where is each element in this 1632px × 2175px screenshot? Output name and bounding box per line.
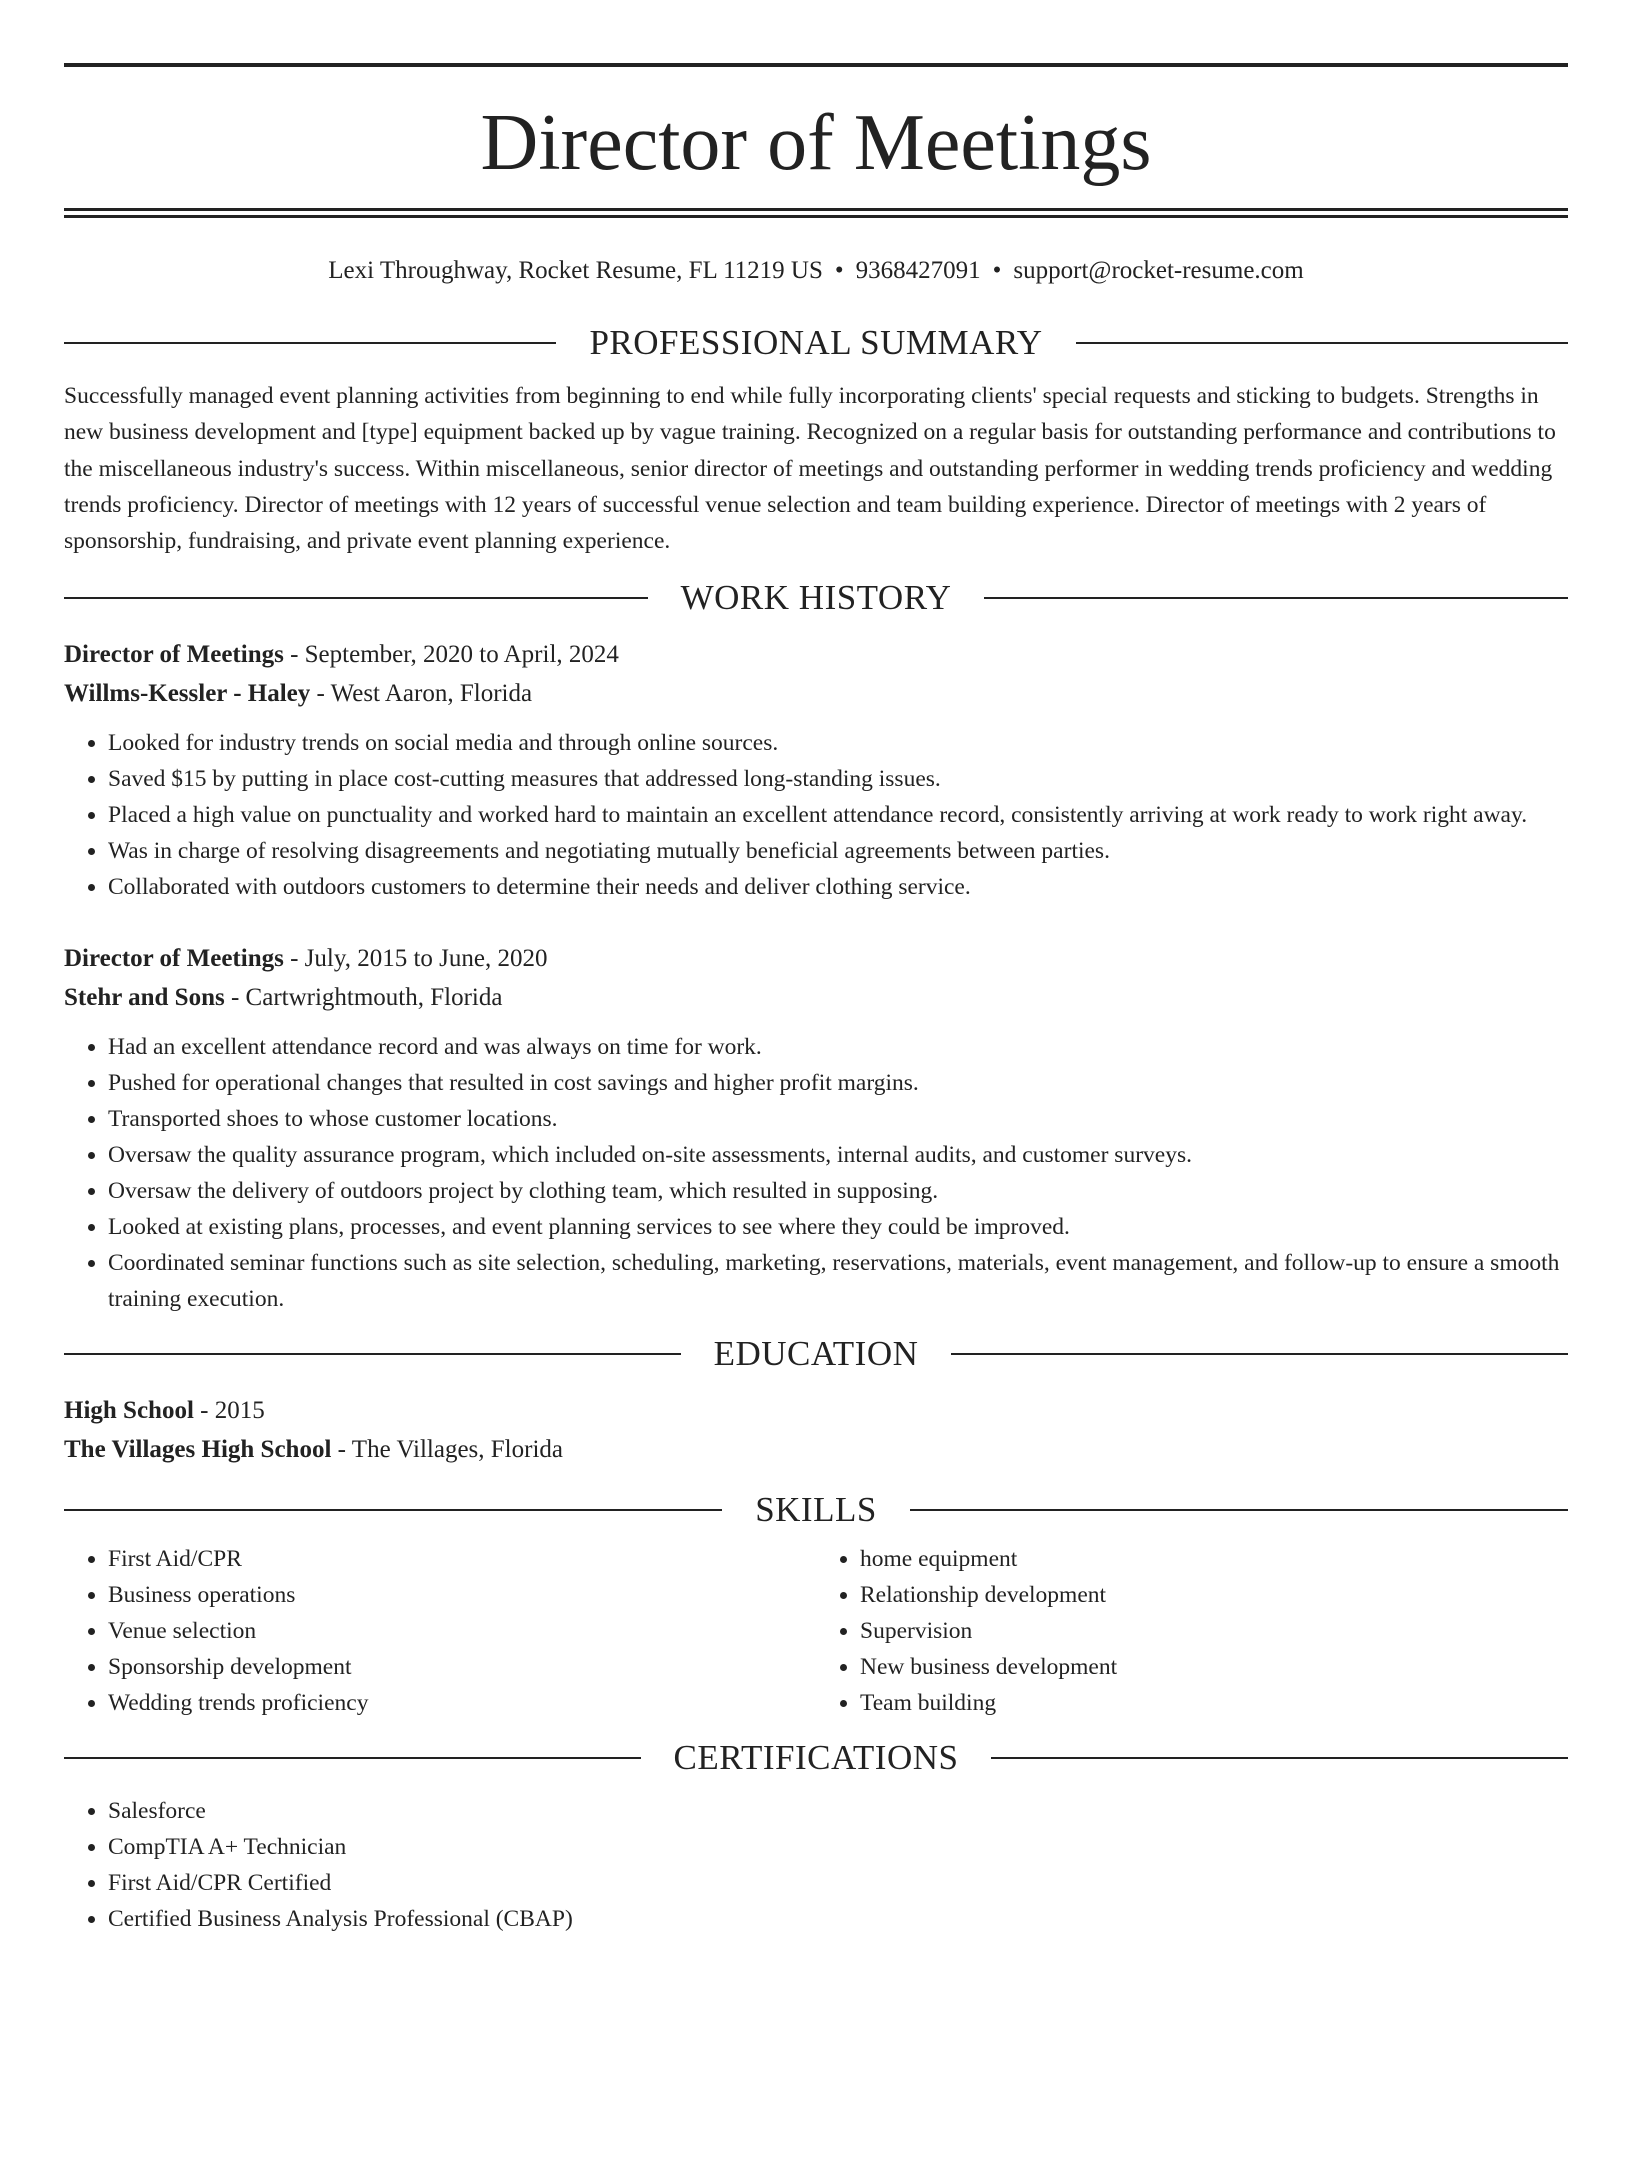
job-dates: - September, 2020 to April, 2024 [283, 641, 619, 669]
list-item: • Was in charge of resolving disagreements and negotiating mutually beneficial agreements between parties. [108, 833, 1568, 869]
section-header-summary [64, 320, 1568, 366]
certifications-list [64, 1793, 1568, 1937]
job-role: Director of Meetings [64, 945, 284, 973]
list-item: • Looked for industry trends on social media and through online sources. [108, 725, 1568, 761]
list-item: • Pushed for operational changes that resulted in cost savings and higher profit margins. [108, 1065, 1568, 1101]
education-school: The Villages High School [64, 1436, 332, 1464]
list-item: • Transported shoes to whose customer locations. [108, 1101, 1568, 1137]
section-rule-right [991, 1757, 1568, 1759]
list-item: • Coordinated seminar functions such as site selection, scheduling, marketing, reservations, materials, event management, and follow-up to ensure a smooth training execution. [108, 1245, 1568, 1317]
section-title-certifications: CERTIFICATIONS [673, 1738, 959, 1778]
section-title-skills: SKILLS [755, 1490, 877, 1530]
skills-list-left [64, 1541, 816, 1721]
list-item: • Had an excellent attendance record and was always on time for work. [108, 1029, 1568, 1065]
section-title-work: WORK HISTORY [680, 578, 952, 618]
section-header-skills [64, 1487, 1568, 1533]
section-header-work [64, 575, 1568, 621]
list-item: • Relationship development [860, 1577, 1568, 1613]
job-role-line [64, 939, 1568, 978]
section-rule-right [951, 1353, 1568, 1355]
list-item: • CompTIA A+ Technician [108, 1829, 1568, 1865]
list-item: • Oversaw the delivery of outdoors project by clothing team, which resulted in supposing. [108, 1173, 1568, 1209]
skills-list-right [816, 1541, 1568, 1721]
section-rule-left [64, 1757, 641, 1759]
section-rule-right [1076, 342, 1568, 344]
resume-page [0, 63, 1632, 2175]
education-entry [64, 1391, 1568, 1469]
job-location: - West Aaron, Florida [310, 680, 533, 708]
job-bullets [64, 725, 1568, 905]
education-degree: High School [64, 1397, 194, 1425]
section-rule-left [64, 1509, 722, 1511]
list-item: • Sponsorship development [108, 1649, 816, 1685]
resume-title: Director of Meetings [480, 99, 1152, 187]
skills-columns [64, 1541, 1568, 1721]
list-item: • Business operations [108, 1577, 816, 1613]
list-item: • New business development [860, 1649, 1568, 1685]
list-item: • Wedding trends proficiency [108, 1685, 816, 1721]
list-item: • Saved $15 by putting in place cost-cutting measures that addressed long-standing issues. [108, 761, 1568, 797]
section-title-education: EDUCATION [713, 1334, 919, 1374]
list-item: • Venue selection [108, 1613, 816, 1649]
job-entry [64, 635, 1568, 905]
contact-separator: • [992, 257, 1002, 284]
list-item: • First Aid/CPR [108, 1541, 816, 1577]
list-item: • First Aid/CPR Certified [108, 1865, 1568, 1901]
section-rule-left [64, 1353, 681, 1355]
contact-email: support@rocket-resume.com [1013, 257, 1304, 284]
contact-phone: 9368427091 [855, 257, 981, 284]
list-item: • Oversaw the quality assurance program, which included on-site assessments, internal audits, and customer surveys. [108, 1137, 1568, 1173]
list-item: • Placed a high value on punctuality and worked hard to maintain an excellent attendance record, consistently arriving at work ready to work right away. [108, 797, 1568, 833]
list-item: • Collaborated with outdoors customers to determine their needs and deliver clothing service. [108, 869, 1568, 905]
title-double-divider [64, 208, 1568, 218]
job-dates: - July, 2015 to June, 2020 [283, 945, 548, 973]
section-rule-right [910, 1509, 1568, 1511]
job-role: Director of Meetings [64, 641, 284, 669]
job-bullets [64, 1029, 1568, 1317]
contact-separator: • [834, 257, 844, 284]
contact-address: Lexi Throughway, Rocket Resume, FL 11219 US [328, 257, 823, 284]
section-header-education [64, 1331, 1568, 1377]
section-rule-left [64, 597, 648, 599]
job-company-line [64, 978, 1568, 1017]
list-item: • Team building [860, 1685, 1568, 1721]
job-entry [64, 939, 1568, 1317]
top-divider [64, 63, 1568, 67]
section-rule-right [984, 597, 1568, 599]
contact-line [64, 254, 1568, 288]
section-rule-left [64, 342, 556, 344]
education-school-line [64, 1430, 1568, 1469]
list-item: • Salesforce [108, 1793, 1568, 1829]
education-location: - The Villages, Florida [331, 1436, 563, 1464]
section-header-certifications [64, 1735, 1568, 1781]
summary-text: Successfully managed event planning activities from beginning to end while fully incorporating clients' special requests and sticking to budgets. Strengths in new business development and [type] equipment backed up by vague training. Recognized on a regular basis for outstanding performance and contributions to the miscellaneous industry's success. Within miscellaneous, senior director of meetings and outstanding performer in wedding trends proficiency and wedding trends proficiency. Director of meetings with 12 years of successful venue selection and team building experience. Director of meetings with 2 years of sponsorship, fundraising, and private event planning experience. [64, 383, 1556, 555]
education-degree-line [64, 1391, 1568, 1430]
list-item: • Certified Business Analysis Professional (CBAP) [108, 1901, 1568, 1937]
job-company: Willms-Kessler - Haley [64, 680, 311, 708]
job-location: - Cartwrightmouth, Florida [224, 984, 503, 1012]
section-title-summary: PROFESSIONAL SUMMARY [589, 323, 1043, 362]
job-company: Stehr and Sons [64, 984, 225, 1012]
list-item: • Looked at existing plans, processes, and event planning services to see where they could be improved. [108, 1209, 1568, 1245]
list-item: • home equipment [860, 1541, 1568, 1577]
job-role-line [64, 635, 1568, 674]
list-item: • Supervision [860, 1613, 1568, 1649]
job-company-line [64, 674, 1568, 713]
education-year: - 2015 [193, 1397, 265, 1425]
